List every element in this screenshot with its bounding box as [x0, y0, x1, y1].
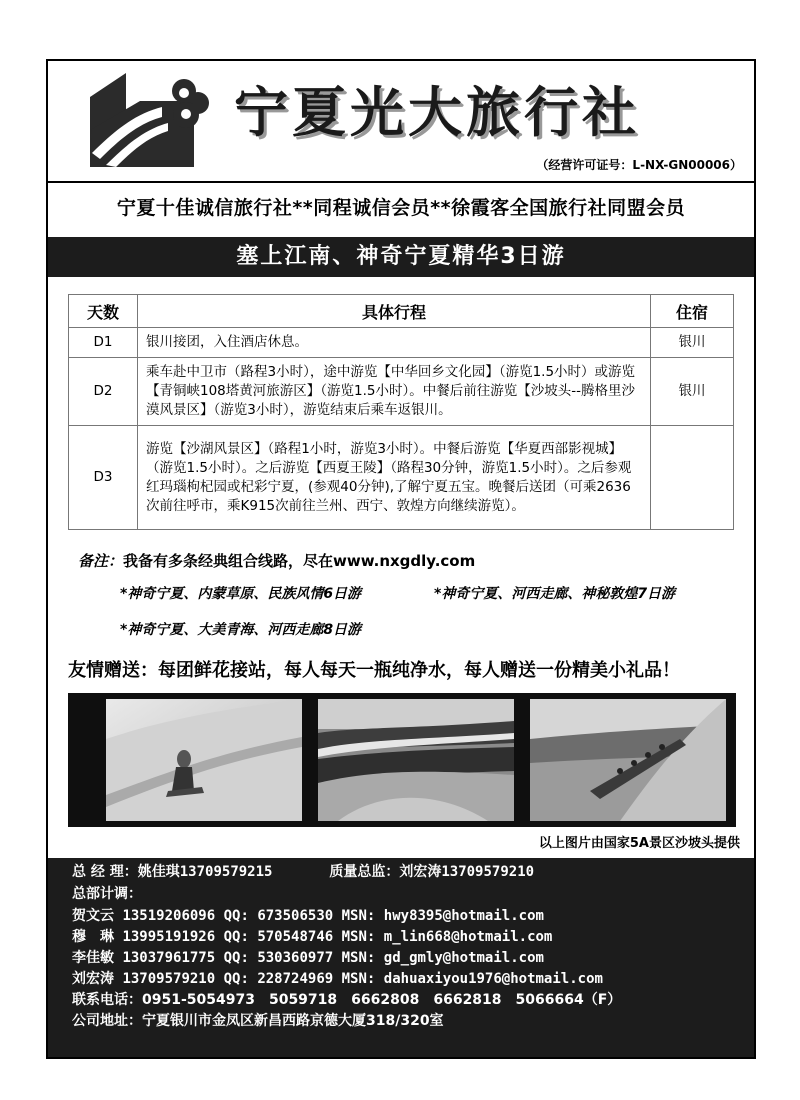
staff-qq: 570548746: [257, 929, 334, 945]
qq-label: QQ:: [223, 929, 249, 945]
manager-row: [72, 862, 534, 882]
header-lodging: 住宿: [651, 295, 734, 328]
staff-row: [72, 948, 544, 968]
header-day: 天数: [69, 295, 138, 328]
staff-msn: m_lin668@hotmail.com: [383, 929, 553, 945]
staff-name: 李佳敏: [72, 950, 114, 966]
table-row: [69, 328, 734, 358]
photo-strip: [68, 693, 736, 827]
msn-label: MSN:: [341, 929, 376, 945]
sand-sliding-photo: [106, 699, 302, 821]
staff-msn: hwy8395@hotmail.com: [383, 908, 544, 924]
staff-phone: 13709579210: [122, 971, 216, 987]
gm-value: 姚佳琪13709579215: [137, 864, 273, 880]
camel-ride-photo: [530, 699, 726, 821]
msn-label: MSN:: [341, 950, 376, 966]
qq-label: QQ:: [223, 950, 249, 966]
staff-name: 穆 琳: [72, 929, 114, 945]
gm-label: 总 经 理：: [72, 864, 138, 880]
route-item: *神奇宁夏、大美青海、河西走廊8日游: [120, 622, 362, 638]
address-row: [72, 1011, 444, 1031]
staff-qq: 530360977: [257, 950, 334, 966]
license-number: （经营许可证号：L-NX-GN00006）: [536, 158, 742, 172]
staff-qq: 228724969: [257, 971, 334, 987]
header-itinerary: 具体行程: [138, 295, 651, 328]
row-day: D3: [69, 426, 138, 530]
poster: [46, 59, 756, 1059]
address-value: 宁夏银川市金凤区新昌西路京德大厦318/320室: [142, 1013, 444, 1029]
row-desc: 乘车赴中卫市（路程3小时），途中游览【中华回乡文化园】（游览1.5小时）或游览【青铜峡108塔黄河旅游区】（游览1.5小时）。中餐后前往游览【沙坡头--腾格里沙漠风景区】（游览3小时），游览结束后乘车返银川。: [138, 358, 651, 426]
row-day: D2: [69, 358, 138, 426]
row-stay: 银川: [651, 328, 734, 358]
route-item: *神奇宁夏、内蒙草原、民族风情6日游: [120, 586, 362, 602]
row-stay: 银川: [651, 358, 734, 426]
contacts-block: [48, 858, 754, 1059]
phone-numbers: 0951-5054973 5059718 6662808 6662818 5066664（F）: [142, 992, 622, 1008]
phone-row: [72, 990, 621, 1010]
dept-label: 总部计调：: [72, 886, 142, 902]
gift-line: 友情赠送：每团鲜花接站，每人每天一瓶纯净水，每人赠送一份精美小礼品！: [68, 660, 680, 681]
row-day: D1: [69, 328, 138, 358]
staff-qq: 673506530: [257, 908, 334, 924]
row-stay: [651, 426, 734, 530]
table-header-row: [69, 295, 734, 328]
itinerary-table: [68, 294, 734, 530]
staff-row: [72, 906, 544, 926]
qq-label: QQ:: [223, 908, 249, 924]
staff-row: [72, 927, 552, 947]
phone-label: 联系电话：: [72, 992, 142, 1008]
company-name: 宁夏光大旅行社: [234, 81, 640, 144]
staff-phone: 13037961775: [122, 950, 216, 966]
row-desc: 游览【沙湖风景区】（路程1小时，游览3小时）。中餐后游览【华夏西部影视城】（游览1.5小时）。之后游览【西夏王陵】（路程30分钟，游览1.5小时）。之后参观红玛瑙枸杞园或杞彩宁夏，(参观40分钟),了解宁夏五宝。晚餐后送团（可乘2636次前往呼市，乘K915次前往兰州、西宁、敦煌方向继续游览）。: [138, 426, 651, 530]
staff-name: 刘宏涛: [72, 971, 114, 987]
notes-line: [78, 551, 475, 571]
photo-caption: 以上图片由国家5A景区沙坡头提供: [538, 836, 740, 851]
qa-label: 质量总监：: [329, 864, 400, 880]
msn-label: MSN:: [341, 908, 376, 924]
qa-value: 刘宏涛13709579210: [399, 864, 535, 880]
staff-msn: gd_gmly@hotmail.com: [383, 950, 544, 966]
staff-phone: 13995191926: [122, 929, 216, 945]
header: [48, 61, 754, 183]
msn-label: MSN:: [341, 971, 376, 987]
staff-name: 贺文云: [72, 908, 114, 924]
table-row: [69, 426, 734, 530]
address-label: 公司地址：: [72, 1013, 142, 1029]
tour-title-banner: 塞上江南、神奇宁夏精华3日游: [48, 237, 754, 277]
table-row: [69, 358, 734, 426]
staff-phone: 13519206096: [122, 908, 216, 924]
company-logo: [82, 67, 212, 171]
notes-label: 备注：: [78, 552, 124, 570]
route-item: *神奇宁夏、河西走廊、神秘敦煌7日游: [434, 586, 676, 602]
membership-line: 宁夏十佳诚信旅行社**同程诚信会员**徐霞客全国旅行社同盟会员: [116, 197, 686, 219]
yellow-river-photo: [318, 699, 514, 821]
staff-row: [72, 969, 603, 989]
notes-text: 我备有多条经典组合线路，尽在www.nxgdly.com: [123, 552, 476, 570]
qq-label: QQ:: [223, 971, 249, 987]
staff-msn: dahuaxiyou1976@hotmail.com: [383, 971, 603, 987]
row-desc: 银川接团，入住酒店休息。: [138, 328, 651, 358]
